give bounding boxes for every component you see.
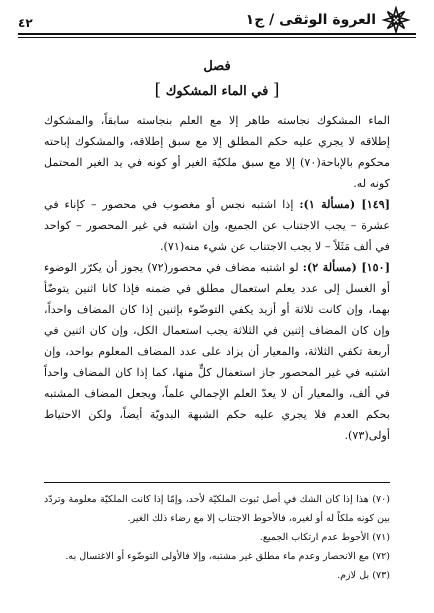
- section-close-bracket: ]: [154, 80, 162, 100]
- paragraph-text: الماء المشكوك نجاسته طاهر إلا مع العلم بنجاسته سابقاً، والمشكوك إطلاقه لا يجري عليه حكم المطلق إلا مع سبق إطلاقه، والمشكوك إباحته محكوم بالإباحة(٧٠) إلا مع سبق ملكيّة الغير أو كونه في يد الغير المحتمل كونه له.: [44, 114, 390, 190]
- paragraph-issue-1: [44, 194, 390, 257]
- page-number: ٤٢: [18, 16, 33, 30]
- issue-heading: [١٤٩] (مسألة ١):: [299, 197, 391, 211]
- footnote-rule: [44, 482, 390, 483]
- paragraph-issue-2: [44, 257, 390, 446]
- paragraph-text: لو اشتبه مضاف في محصور(٧٢) يجوز أن يكرّر الوضوء أو الغسل إلى عدد يعلم استعمال مطلق في ضمنه فإذا كانا اثنين يتوضّأ بهما، وإن كانت ثلاثة أو أزيد يكفي التوضّوء بإثنين إذا كان المضاف واحداً، وإن كان المضاف إثنين في الثلاثة يجب استعمال الكل، وإن كان اثنين في أربعة تكفي الثلاثة، والمعيار أن يزاد على عدد المضاف المعلوم بواحد، وإن اشتبه في غير المحصور جاز استعمال كلٍّ منها، كما إذا كان المضاف واحداً في ألف، والمعيار أن لا يعدّ العلم الإجمالي علماً، ويجعل المضاف المشتبه بحكم العدم فلا يجري عليه حكم الشبهة البدويّة أيضاً، ولكن الاحتياط أولى(٧٣).: [44, 261, 390, 442]
- paragraph-intro: [44, 110, 390, 194]
- page-header: [18, 6, 416, 36]
- header-rule: [18, 33, 416, 35]
- section-title-text: في الماء المشكوك: [165, 84, 269, 99]
- header-rule-thin: [18, 37, 416, 38]
- footnotes: [44, 490, 390, 585]
- ornament-icon: [382, 6, 410, 34]
- issue-heading: [١٥٠] (مسألة ٢):: [302, 260, 390, 274]
- running-title: العروة الوثقى / ج١: [245, 12, 376, 28]
- section-open-bracket: [: [272, 80, 280, 100]
- footnote-72: (٧٢) مع الانحصار وعدم ماء مطلق غير مشتبه، وإلا فالأولى التوضّوء أو الاغتسال به.: [65, 551, 390, 562]
- main-text: [44, 56, 390, 446]
- chapter-title: فصل: [203, 59, 231, 74]
- paragraph-text: إذا اشتبه نجس أو مغصوب في محصور – كإناء في عشرة – يجب الاجتناب عن الجميع، وإن اشتبه في غير المحصور – كواحد في ألف مَثَلاً – لا يجب الاجتناب عن شيء منه(٧١).: [44, 198, 390, 253]
- footnote-71: (٧١) الأحوط عدم ارتكاب الجميع.: [259, 532, 390, 543]
- footnote-73: (٧٣) بل لازم.: [337, 570, 390, 581]
- section-title: [44, 80, 390, 102]
- footnote-70: (٧٠) هذا إذا كان الشك في أصل ثبوت الملكيّة لأحد، وإمّا إذا كانت الملكيّة معلومة وتردّد بين كونه ملكاً له أو لغيره، فالأحوط الاجتناب إلا مع رضاء ذلك الغير.: [44, 494, 390, 524]
